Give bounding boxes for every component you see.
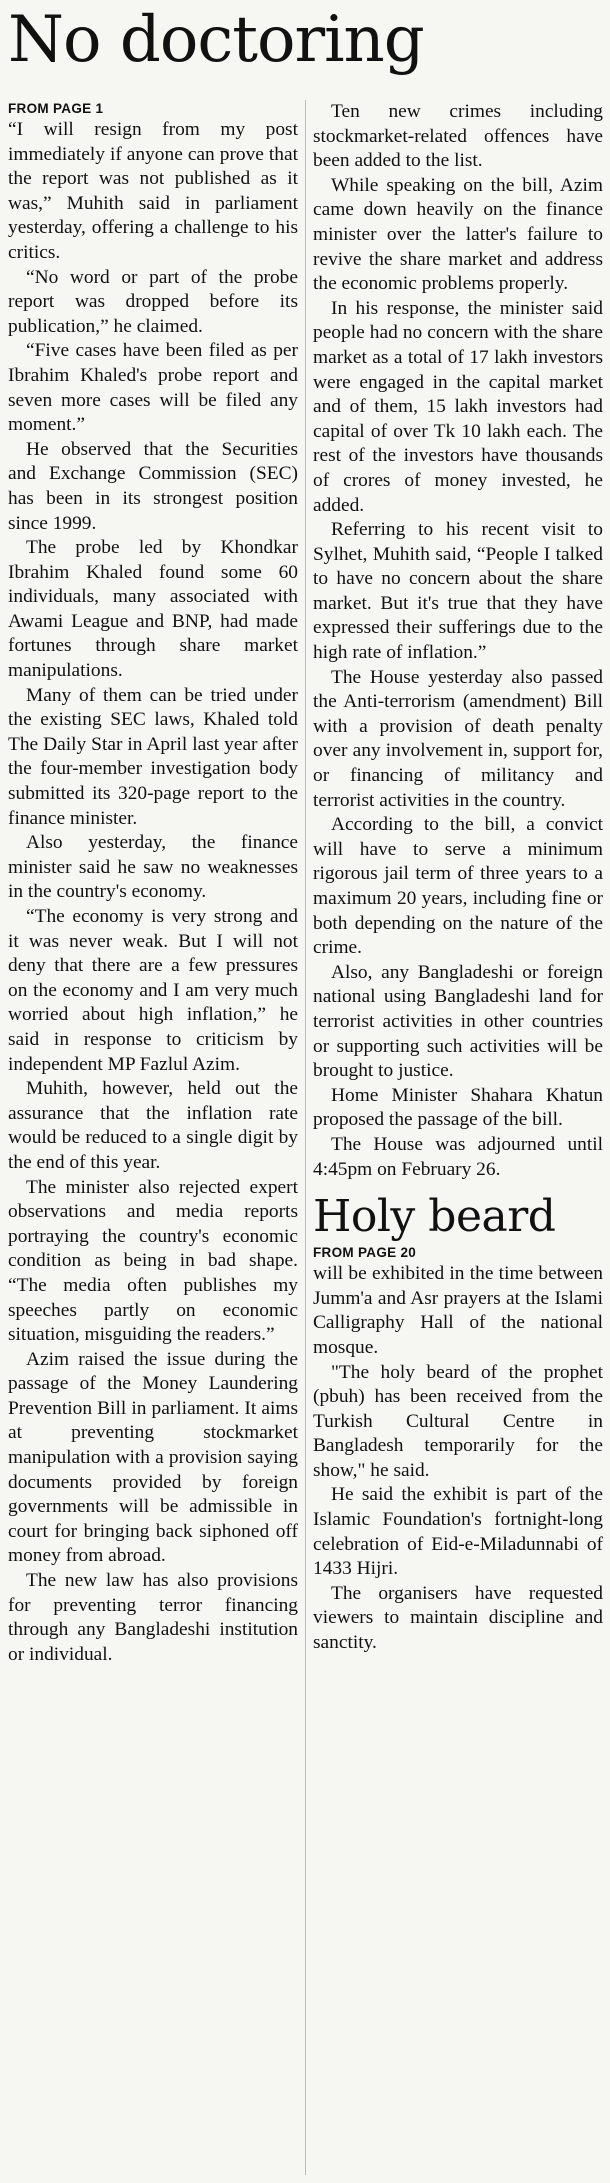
- story-paragraph: Home Minister Shahara Khatun proposed the passage of the bill.: [313, 1084, 603, 1131]
- story-paragraph: According to the bill, a convict will have to serve a minimum rigorous jail term of three years to a maximum 20 years, including fine or both depending on the nature of the crime.: [313, 814, 603, 959]
- story-paragraph: In his response, the minister said people had no concern with the share market as a total of 17 lakh investors were engaged in the capital market and of them, 15 lakh investors had capital of over Tk 10 lakh each. The rest of the investors have thousands of crores of money invested, he added.: [313, 297, 603, 516]
- story-paragraph: The new law has also provisions for preventing terror financing through any Bangladeshi institution or individual.: [8, 1570, 298, 1665]
- story-paragraph: He observed that the Securities and Exchange Commission (SEC) has been in its strongest position since 1999.: [8, 438, 298, 534]
- story-paragraph: Also yesterday, the finance minister said he saw no weaknesses in the country's economy.: [8, 832, 298, 903]
- second-headline: Holy beard: [313, 1191, 556, 1243]
- second-story-kicker: FROM PAGE 20: [313, 1245, 417, 1261]
- second-story-paragraph: He said the exhibit is part of the Islamic Foundation's fortnight-long celebration of Eid-e-Miladunnabi of 1433 Hijri.: [313, 1484, 603, 1580]
- second-story-paragraph: will be exhibited in the time between Jumm'a and Asr prayers at the Islami Calligraphy Hall of the national mosque.: [313, 1263, 603, 1358]
- story-paragraph: “No word or part of the probe report was dropped before its publication,” he claimed.: [8, 266, 298, 337]
- story-paragraph: Referring to his recent visit to Sylhet, Muhith said, “People I talked to have no concern about the share market. But it's true that they have expressed their sufferings due to the high rate of inflation.”: [313, 519, 603, 664]
- story-paragraph: Also, any Bangladeshi or foreign national using Bangladeshi land for terrorist activities in other countries or supporting such activities will be brought to justice.: [313, 961, 603, 1082]
- story-paragraph: “I will resign from my post immediately if anyone can prove that the report was not published as it was,” Muhith said in parliament yesterday, offering a challenge to his critics.: [8, 119, 298, 263]
- story-paragraph: “The economy is very strong and it was never weak. But I will not deny that there are a few pressures on the economy and I am very much worried about high inflation,” he said in response to criticism by independent MP Fazlul Azim.: [8, 906, 298, 1075]
- second-story-paragraph: "The holy beard of the prophet (pbuh) has been received from the Turkish Cultural Centre in Bangladesh temporarily for the show," he said.: [313, 1361, 603, 1481]
- story-left-column: [8, 100, 298, 1667]
- story-paragraph: Ten new crimes including stockmarket-related offences have been added to the list.: [313, 101, 603, 172]
- story-paragraph: Muhith, however, held out the assurance that the inflation rate would be reduced to a single digit by the end of this year.: [8, 1078, 298, 1173]
- headline: No doctoring: [8, 3, 424, 77]
- story-right-column: [313, 100, 603, 1656]
- story-paragraph: The probe led by Khondkar Ibrahim Khaled found some 60 individuals, many associated with Awami League and BNP, had made fortunes through share market manipulations.: [8, 537, 298, 682]
- story-paragraph: Many of them can be tried under the existing SEC laws, Khaled told The Daily Star in April last year after the four-member investigation body submitted its 320-page report to the finance minister.: [8, 684, 298, 829]
- story-kicker: FROM PAGE 1: [8, 101, 104, 116]
- second-story-paragraph: The organisers have requested viewers to maintain discipline and sanctity.: [313, 1582, 603, 1654]
- story-paragraph: The House yesterday also passed the Anti-terrorism (amendment) Bill with a provision of death penalty over any involvement in, support for, or financing of militancy and terrorist activities in the country.: [313, 666, 603, 811]
- story-paragraph: “Five cases have been filed as per Ibrahim Khaled's probe report and seven more cases will be filed any moment.”: [8, 340, 298, 436]
- column-divider: [305, 100, 306, 2175]
- story-paragraph: The minister also rejected expert observations and media reports portraying the country's economic condition as being in bad shape. “The media often publishes my speeches partly on economic situation, misguiding the readers.”: [8, 1176, 298, 1346]
- story-paragraph: The House was adjourned until 4:45pm on February 26.: [313, 1133, 603, 1180]
- story-paragraph: While speaking on the bill, Azim came down heavily on the finance minister over the latter's failure to revive the share market and address the economic problems properly.: [313, 174, 603, 295]
- story-paragraph: Azim raised the issue during the passage of the Money Laundering Prevention Bill in parliament. It aims at preventing stockmarket manipulation with a provision saying documents provided by foreign governments will be admissible in court for bringing back siphoned off money from abroad.: [8, 1348, 298, 1567]
